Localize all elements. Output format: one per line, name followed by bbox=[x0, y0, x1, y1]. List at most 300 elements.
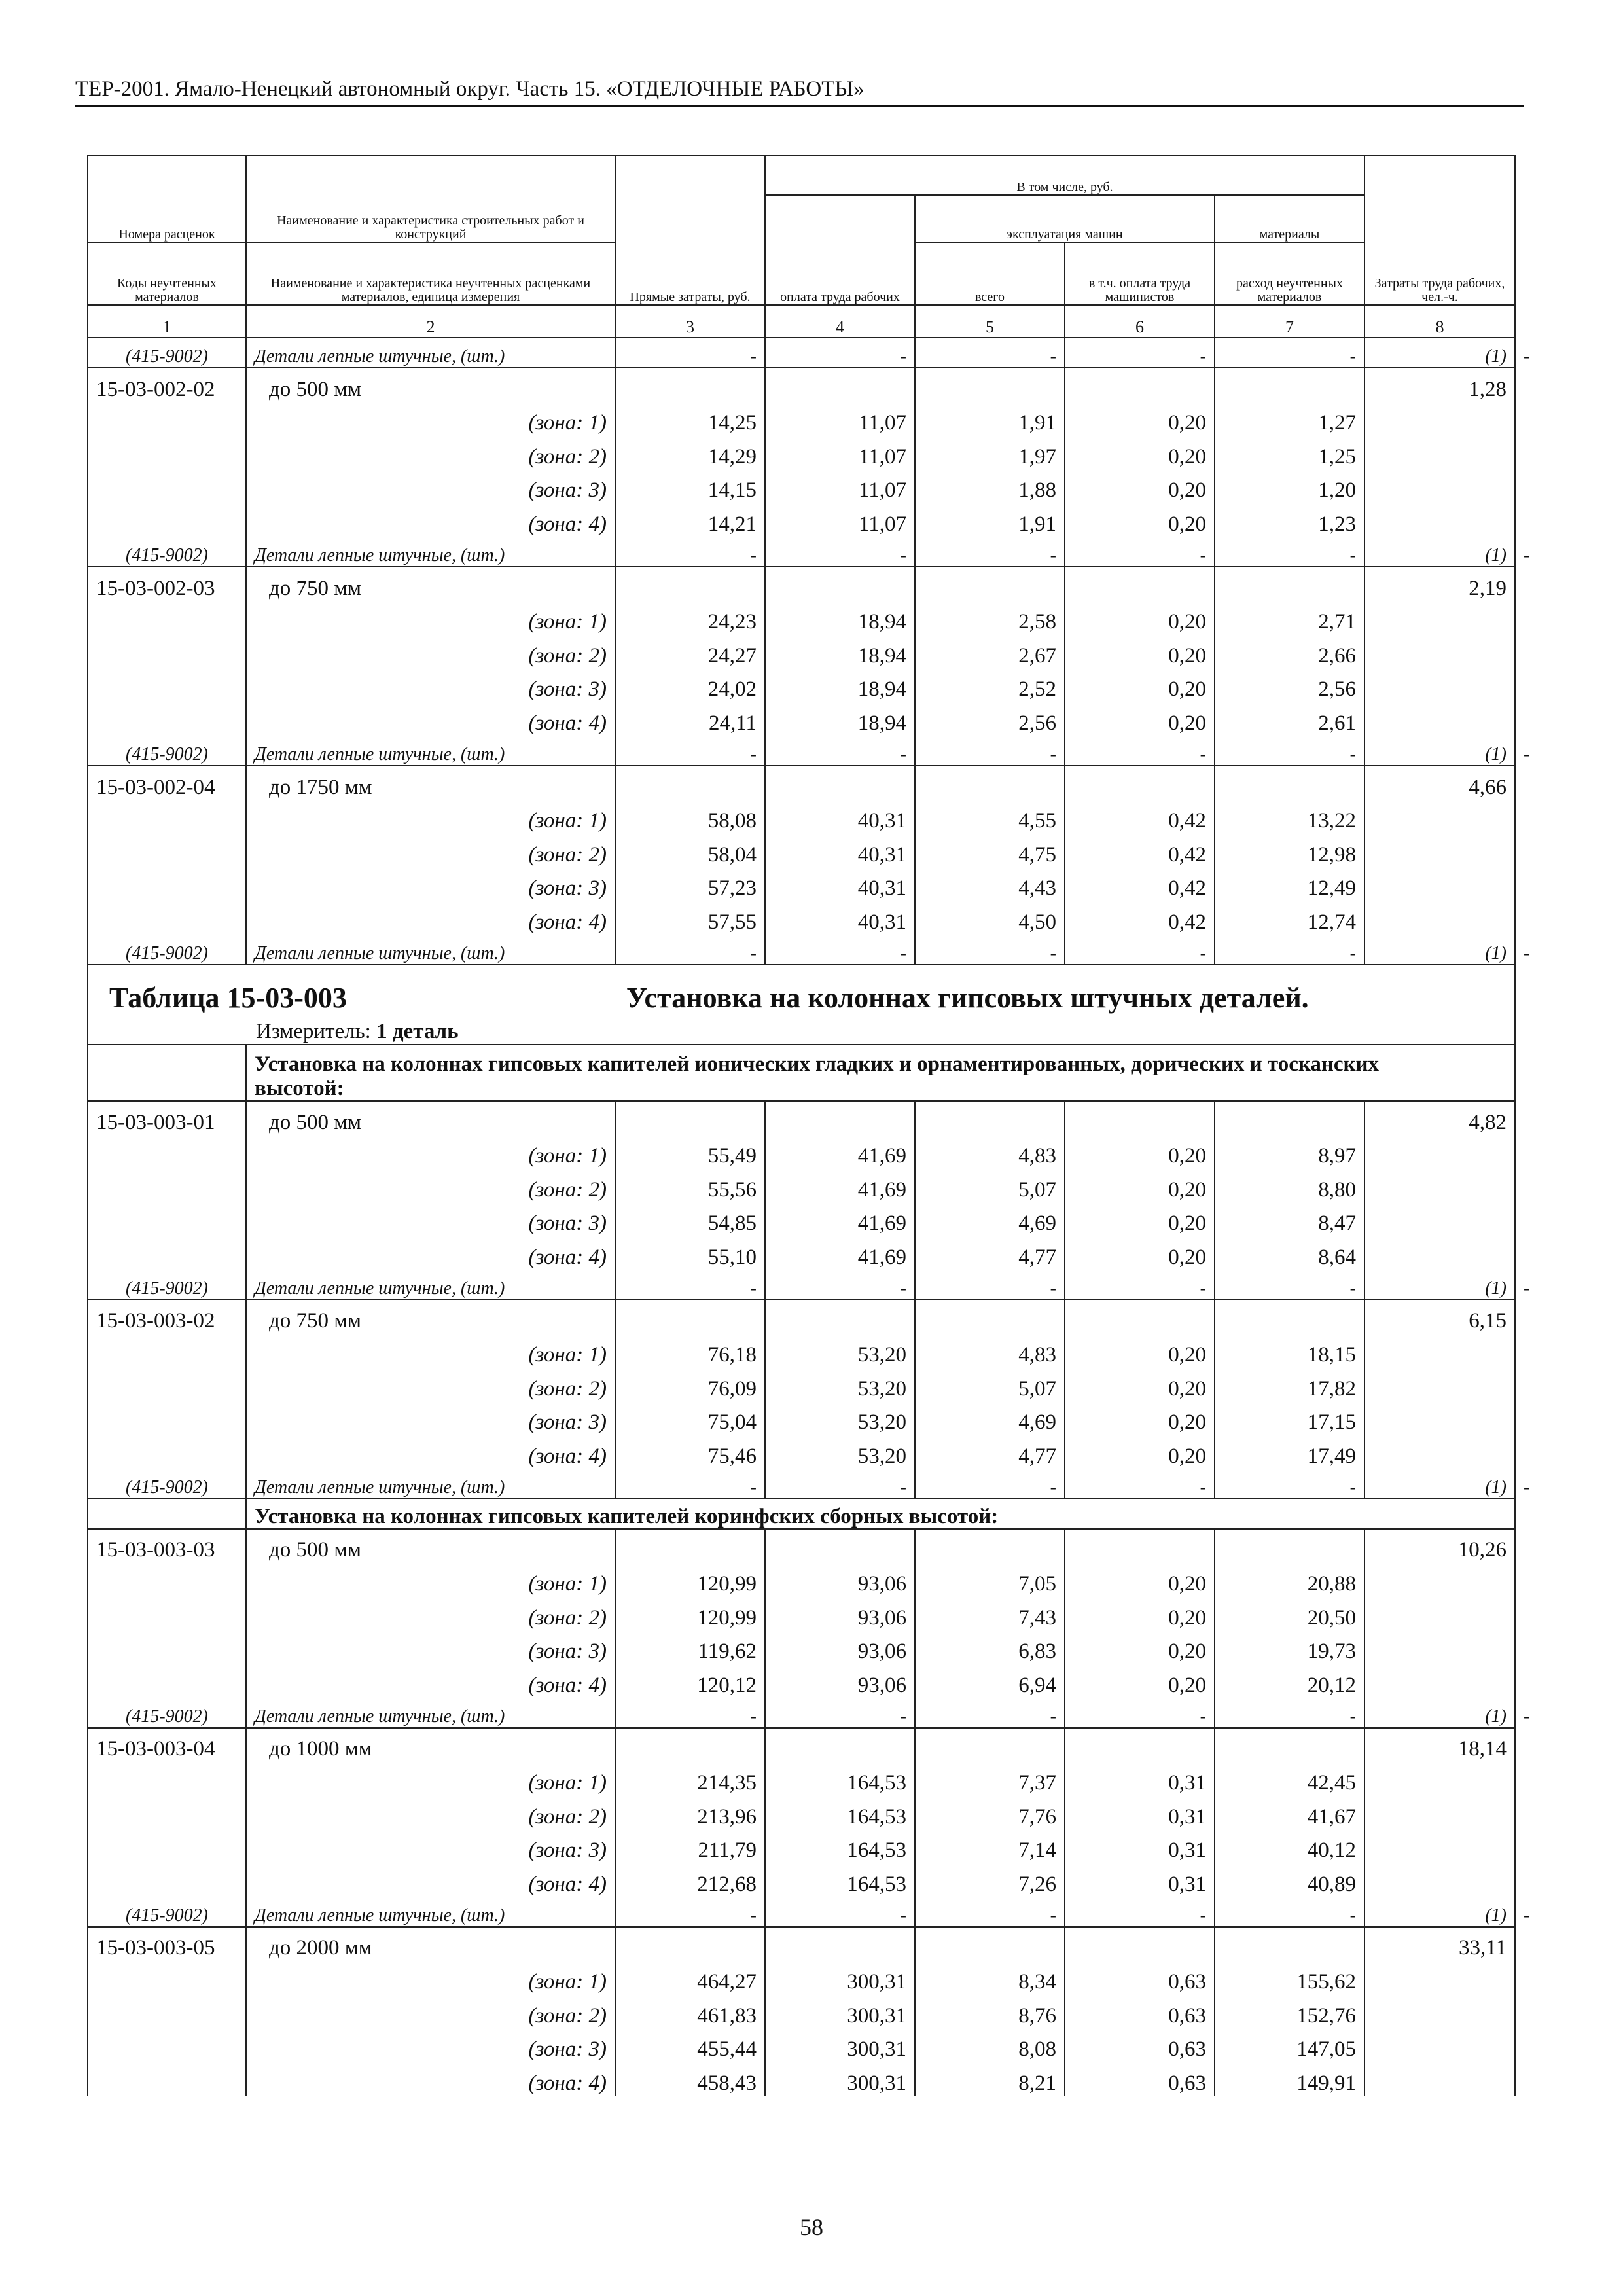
empty-cell bbox=[1364, 634, 1515, 668]
empty-cell bbox=[1364, 503, 1515, 537]
zone-row bbox=[88, 1236, 1515, 1270]
col-number: 5 bbox=[915, 305, 1065, 338]
machinists-pay: 0,20 bbox=[1065, 402, 1215, 436]
zone-label: (зона: 4) bbox=[246, 702, 615, 736]
machines-header: эксплуатация машин bbox=[915, 195, 1215, 242]
material-qty: (1) bbox=[1364, 1897, 1515, 1927]
direct-cost: 14,15 bbox=[615, 469, 765, 503]
empty-cell bbox=[1364, 1960, 1515, 1994]
direct-cost: 24,23 bbox=[615, 601, 765, 635]
materials-cost: 2,61 bbox=[1215, 702, 1364, 736]
zone-label: (зона: 2) bbox=[246, 634, 615, 668]
empty-cell bbox=[1364, 1795, 1515, 1829]
empty-cell bbox=[765, 1529, 915, 1563]
machines-total: 1,91 bbox=[915, 503, 1065, 537]
worker-pay: 18,94 bbox=[765, 601, 915, 635]
material-name: Детали лепные штучные, (шт.) bbox=[246, 338, 615, 368]
empty-cell bbox=[88, 901, 246, 935]
machinists-pay: 0,20 bbox=[1065, 1562, 1215, 1596]
empty-cell bbox=[1364, 601, 1515, 635]
zone-row bbox=[88, 1630, 1515, 1664]
table-title-cell bbox=[88, 965, 1515, 1014]
empty-cell bbox=[88, 1499, 246, 1529]
materials-cost: 40,12 bbox=[1215, 1829, 1364, 1863]
zone-label: (зона: 3) bbox=[246, 2028, 615, 2062]
zone-label: (зона: 4) bbox=[246, 1236, 615, 1270]
zone-label: (зона: 3) bbox=[246, 1401, 615, 1435]
material-dash: - bbox=[1215, 537, 1364, 567]
zone-row bbox=[88, 503, 1515, 537]
empty-cell bbox=[1215, 1529, 1364, 1563]
machinists-pay: 0,20 bbox=[1065, 1401, 1215, 1435]
col-number: 1 bbox=[88, 305, 246, 338]
machines-total: 7,76 bbox=[915, 1795, 1065, 1829]
empty-cell bbox=[88, 1045, 246, 1101]
worker-pay: 41,69 bbox=[765, 1236, 915, 1270]
empty-cell bbox=[1364, 1135, 1515, 1169]
machines-total: 7,05 bbox=[915, 1562, 1065, 1596]
material-dash: - bbox=[915, 1698, 1065, 1728]
zone-row bbox=[88, 1960, 1515, 1994]
rate-code: 15-03-003-03 bbox=[88, 1529, 246, 1563]
machinists-pay: 0,31 bbox=[1065, 1829, 1215, 1863]
empty-cell bbox=[88, 702, 246, 736]
empty-cell bbox=[88, 1168, 246, 1202]
empty-cell bbox=[1364, 702, 1515, 736]
empty-cell bbox=[1065, 368, 1215, 402]
empty-cell bbox=[1065, 1300, 1215, 1334]
material-qty: (1) bbox=[1364, 935, 1515, 965]
col3-header: Прямые затраты, руб. bbox=[615, 156, 765, 305]
material-row: (415-9002) Детали лепные штучные, (шт.) - - - - - (1) - bbox=[88, 935, 1515, 965]
labor-cost: 2,19 bbox=[1364, 567, 1515, 601]
col-number: 6 bbox=[1065, 305, 1215, 338]
materials-cost: 18,15 bbox=[1215, 1333, 1364, 1367]
worker-pay: 40,31 bbox=[765, 800, 915, 834]
machines-total: 4,69 bbox=[915, 1401, 1065, 1435]
labor-cost: 10,26 bbox=[1364, 1529, 1515, 1563]
zone-label: (зона: 3) bbox=[246, 668, 615, 702]
material-dash: - bbox=[1065, 1469, 1215, 1499]
measure-label: Измеритель: bbox=[256, 1019, 371, 1043]
empty-cell bbox=[765, 567, 915, 601]
worker-pay: 164,53 bbox=[765, 1829, 915, 1863]
materials-cost: 20,50 bbox=[1215, 1596, 1364, 1630]
empty-cell bbox=[765, 1101, 915, 1135]
materials-cost: 147,05 bbox=[1215, 2028, 1364, 2062]
zone-row bbox=[88, 668, 1515, 702]
zone-row bbox=[88, 2062, 1515, 2096]
material-qty: (1) bbox=[1364, 338, 1515, 368]
empty-cell bbox=[1364, 435, 1515, 469]
worker-pay: 93,06 bbox=[765, 1562, 915, 1596]
direct-cost: 55,56 bbox=[615, 1168, 765, 1202]
zone-label: (зона: 1) bbox=[246, 1960, 615, 1994]
col1-top-header: Номера расценок bbox=[88, 156, 246, 242]
empty-cell bbox=[1364, 2062, 1515, 2096]
machinists-pay: 0,20 bbox=[1065, 503, 1215, 537]
material-dash: - bbox=[615, 1270, 765, 1300]
zone-label: (зона: 4) bbox=[246, 2062, 615, 2096]
material-dash: - bbox=[1215, 1270, 1364, 1300]
empty-cell bbox=[1215, 1101, 1364, 1135]
empty-cell bbox=[88, 1761, 246, 1795]
worker-pay: 18,94 bbox=[765, 634, 915, 668]
section-row bbox=[88, 1045, 1515, 1101]
material-dash: - bbox=[1065, 736, 1215, 766]
material-qty: (1) bbox=[1364, 1270, 1515, 1300]
materials-cost: 40,89 bbox=[1215, 1863, 1364, 1897]
empty-cell bbox=[88, 1960, 246, 1994]
direct-cost: 120,99 bbox=[615, 1562, 765, 1596]
machines-total: 7,26 bbox=[915, 1863, 1065, 1897]
materials-cost: 152,76 bbox=[1215, 1994, 1364, 2028]
empty-cell bbox=[1364, 1994, 1515, 2028]
empty-cell bbox=[88, 1863, 246, 1897]
zone-label: (зона: 1) bbox=[246, 1761, 615, 1795]
material-dash: - bbox=[615, 1897, 765, 1927]
rate-code: 15-03-003-04 bbox=[88, 1728, 246, 1762]
material-dash: - bbox=[615, 537, 765, 567]
empty-cell bbox=[1364, 901, 1515, 935]
machinists-pay: 0,20 bbox=[1065, 634, 1215, 668]
machines-total: 4,77 bbox=[915, 1435, 1065, 1469]
machines-total: 4,75 bbox=[915, 833, 1065, 867]
rate-name: до 750 мм bbox=[246, 567, 615, 601]
direct-cost: 464,27 bbox=[615, 1960, 765, 1994]
empty-cell bbox=[615, 1300, 765, 1334]
material-code: (415-9002) bbox=[88, 736, 246, 766]
worker-pay: 93,06 bbox=[765, 1630, 915, 1664]
material-qty: (1) bbox=[1364, 537, 1515, 567]
zone-row bbox=[88, 1135, 1515, 1169]
machinists-pay: 0,31 bbox=[1065, 1761, 1215, 1795]
direct-cost: 119,62 bbox=[615, 1630, 765, 1664]
empty-cell bbox=[765, 766, 915, 800]
materials-cost: 20,88 bbox=[1215, 1562, 1364, 1596]
worker-pay: 164,53 bbox=[765, 1761, 915, 1795]
rate-row bbox=[88, 1101, 1515, 1135]
zone-row bbox=[88, 800, 1515, 834]
zone-label: (зона: 1) bbox=[246, 402, 615, 436]
col-number: 8 bbox=[1364, 305, 1515, 338]
empty-cell bbox=[615, 766, 765, 800]
zone-label: (зона: 3) bbox=[246, 1202, 615, 1236]
empty-cell bbox=[88, 634, 246, 668]
material-dash: - bbox=[1215, 1897, 1364, 1927]
empty-cell bbox=[1364, 668, 1515, 702]
zone-row bbox=[88, 1829, 1515, 1863]
empty-cell bbox=[615, 1529, 765, 1563]
worker-pay: 11,07 bbox=[765, 402, 915, 436]
direct-cost: 211,79 bbox=[615, 1829, 765, 1863]
machinists-pay: 0,63 bbox=[1065, 1994, 1215, 2028]
machinists-pay: 0,20 bbox=[1065, 1630, 1215, 1664]
empty-cell bbox=[915, 1529, 1065, 1563]
direct-cost: 14,21 bbox=[615, 503, 765, 537]
table-number: Таблица 15-03-003 bbox=[109, 981, 347, 1014]
zone-row bbox=[88, 1664, 1515, 1698]
machines-total: 8,21 bbox=[915, 2062, 1065, 2096]
labor-cost: 4,82 bbox=[1364, 1101, 1515, 1135]
empty-cell bbox=[615, 1927, 765, 1961]
machinists-pay: 0,20 bbox=[1065, 1435, 1215, 1469]
empty-cell bbox=[88, 1994, 246, 2028]
zone-row bbox=[88, 469, 1515, 503]
material-dash: - bbox=[1215, 1698, 1364, 1728]
empty-cell bbox=[1065, 1529, 1215, 1563]
zone-label: (зона: 2) bbox=[246, 1596, 615, 1630]
materials-cost: 8,64 bbox=[1215, 1236, 1364, 1270]
material-dash: - bbox=[1215, 736, 1364, 766]
machines-total: 4,69 bbox=[915, 1202, 1065, 1236]
material-dash: - bbox=[1215, 935, 1364, 965]
material-dash: - bbox=[1215, 338, 1364, 368]
machinists-pay: 0,31 bbox=[1065, 1863, 1215, 1897]
zone-label: (зона: 1) bbox=[246, 1562, 615, 1596]
worker-pay: 11,07 bbox=[765, 469, 915, 503]
empty-cell bbox=[88, 1236, 246, 1270]
direct-cost: 120,12 bbox=[615, 1664, 765, 1698]
materials-cost: 12,74 bbox=[1215, 901, 1364, 935]
material-dash: - bbox=[615, 736, 765, 766]
worker-pay: 41,69 bbox=[765, 1202, 915, 1236]
col2-top-header: Наименование и характеристика строительных работ и конструкций bbox=[246, 156, 615, 242]
machines-total: 4,43 bbox=[915, 867, 1065, 901]
material-dash: - bbox=[765, 736, 915, 766]
direct-cost: 24,27 bbox=[615, 634, 765, 668]
worker-pay: 300,31 bbox=[765, 2028, 915, 2062]
empty-cell bbox=[1364, 1333, 1515, 1367]
empty-cell bbox=[1065, 1927, 1215, 1961]
rate-name: до 500 мм bbox=[246, 368, 615, 402]
materials-cost: 8,80 bbox=[1215, 1168, 1364, 1202]
zone-label: (зона: 2) bbox=[246, 833, 615, 867]
material-code: (415-9002) bbox=[88, 935, 246, 965]
machinists-pay: 0,20 bbox=[1065, 1135, 1215, 1169]
machinists-pay: 0,20 bbox=[1065, 702, 1215, 736]
material-name: Детали лепные штучные, (шт.) bbox=[246, 1897, 615, 1927]
worker-pay: 164,53 bbox=[765, 1863, 915, 1897]
machinists-pay: 0,20 bbox=[1065, 1664, 1215, 1698]
materials-cost: 2,66 bbox=[1215, 634, 1364, 668]
empty-cell bbox=[1364, 1829, 1515, 1863]
zone-label: (зона: 3) bbox=[246, 1829, 615, 1863]
worker-pay: 93,06 bbox=[765, 1664, 915, 1698]
direct-cost: 76,09 bbox=[615, 1367, 765, 1401]
zone-row bbox=[88, 402, 1515, 436]
material-qty: (1) bbox=[1364, 736, 1515, 766]
direct-cost: 54,85 bbox=[615, 1202, 765, 1236]
empty-cell bbox=[88, 1829, 246, 1863]
worker-pay: 53,20 bbox=[765, 1367, 915, 1401]
machinists-pay: 0,42 bbox=[1065, 867, 1215, 901]
rate-row bbox=[88, 1927, 1515, 1961]
measure-cell bbox=[88, 1014, 1515, 1045]
empty-cell bbox=[1364, 1401, 1515, 1435]
zone-label: (зона: 2) bbox=[246, 1994, 615, 2028]
empty-cell bbox=[1364, 1236, 1515, 1270]
material-name: Детали лепные штучные, (шт.) bbox=[246, 935, 615, 965]
empty-cell bbox=[1215, 1728, 1364, 1762]
material-dash: - bbox=[1065, 1270, 1215, 1300]
empty-cell bbox=[1215, 1927, 1364, 1961]
zone-row bbox=[88, 1435, 1515, 1469]
materials-cost: 17,49 bbox=[1215, 1435, 1364, 1469]
zone-row bbox=[88, 1863, 1515, 1897]
empty-cell bbox=[88, 1664, 246, 1698]
material-dash: - bbox=[765, 537, 915, 567]
material-dash: - bbox=[1065, 935, 1215, 965]
direct-cost: 14,25 bbox=[615, 402, 765, 436]
empty-cell bbox=[915, 1300, 1065, 1334]
machinists-pay: 0,20 bbox=[1065, 1236, 1215, 1270]
materials-cost: 12,49 bbox=[1215, 867, 1364, 901]
empty-cell bbox=[915, 1927, 1065, 1961]
page-header: ТЕР-2001. Ямало-Ненецкий автономный округ. Часть 15. «ОТДЕЛОЧНЫЕ РАБОТЫ» bbox=[75, 77, 865, 101]
table-title: Установка на колоннах гипсовых штучных деталей. bbox=[626, 981, 1309, 1014]
empty-cell bbox=[88, 402, 246, 436]
rate-row bbox=[88, 368, 1515, 402]
zone-label: (зона: 3) bbox=[246, 1630, 615, 1664]
materials-cost: 8,97 bbox=[1215, 1135, 1364, 1169]
direct-cost: 55,49 bbox=[615, 1135, 765, 1169]
machines-total: 8,34 bbox=[915, 1960, 1065, 1994]
machinists-pay: 0,42 bbox=[1065, 901, 1215, 935]
empty-cell bbox=[915, 368, 1065, 402]
col-number: 4 bbox=[765, 305, 915, 338]
empty-cell bbox=[88, 867, 246, 901]
worker-pay: 40,31 bbox=[765, 833, 915, 867]
empty-cell bbox=[1364, 2028, 1515, 2062]
empty-cell bbox=[88, 1401, 246, 1435]
worker-pay: 53,20 bbox=[765, 1435, 915, 1469]
material-row: (415-9002) Детали лепные штучные, (шт.) - - - - - (1) - bbox=[88, 1270, 1515, 1300]
direct-cost: 458,43 bbox=[615, 2062, 765, 2096]
zone-row bbox=[88, 1562, 1515, 1596]
labor-cost: 4,66 bbox=[1364, 766, 1515, 800]
material-name: Детали лепные штучные, (шт.) bbox=[246, 1698, 615, 1728]
direct-cost: 57,23 bbox=[615, 867, 765, 901]
zone-label: (зона: 2) bbox=[246, 1168, 615, 1202]
materials-cost: 1,27 bbox=[1215, 402, 1364, 436]
material-code: (415-9002) bbox=[88, 1897, 246, 1927]
zone-label: (зона: 4) bbox=[246, 503, 615, 537]
zone-row bbox=[88, 601, 1515, 635]
materials-cost: 17,82 bbox=[1215, 1367, 1364, 1401]
col5-header: всего bbox=[915, 242, 1065, 305]
col8-header: Затраты труда рабочих, чел.-ч. bbox=[1364, 156, 1515, 305]
worker-pay: 40,31 bbox=[765, 901, 915, 935]
material-name: Детали лепные штучные, (шт.) bbox=[246, 1469, 615, 1499]
zone-row bbox=[88, 1202, 1515, 1236]
machinists-pay: 0,20 bbox=[1065, 601, 1215, 635]
machines-total: 1,88 bbox=[915, 469, 1065, 503]
rate-row bbox=[88, 567, 1515, 601]
rate-name: до 500 мм bbox=[246, 1101, 615, 1135]
machines-total: 4,55 bbox=[915, 800, 1065, 834]
material-name: Детали лепные штучные, (шт.) bbox=[246, 736, 615, 766]
machines-total: 1,91 bbox=[915, 402, 1065, 436]
empty-cell bbox=[615, 368, 765, 402]
empty-cell bbox=[88, 2062, 246, 2096]
zone-label: (зона: 1) bbox=[246, 1333, 615, 1367]
material-qty: (1) bbox=[1364, 1698, 1515, 1728]
empty-cell bbox=[88, 1367, 246, 1401]
zone-row bbox=[88, 867, 1515, 901]
materials-cost: 17,15 bbox=[1215, 1401, 1364, 1435]
materials-cost: 12,98 bbox=[1215, 833, 1364, 867]
zone-row bbox=[88, 1994, 1515, 2028]
zone-label: (зона: 2) bbox=[246, 435, 615, 469]
empty-cell bbox=[88, 1630, 246, 1664]
rate-code: 15-03-003-02 bbox=[88, 1300, 246, 1334]
labor-cost: 33,11 bbox=[1364, 1927, 1515, 1961]
empty-cell bbox=[1364, 1630, 1515, 1664]
direct-cost: 461,83 bbox=[615, 1994, 765, 2028]
material-dash: - bbox=[915, 736, 1065, 766]
empty-cell bbox=[1364, 469, 1515, 503]
material-dash: - bbox=[615, 338, 765, 368]
machines-total: 7,37 bbox=[915, 1761, 1065, 1795]
direct-cost: 212,68 bbox=[615, 1863, 765, 1897]
zone-row bbox=[88, 1333, 1515, 1367]
direct-cost: 214,35 bbox=[615, 1761, 765, 1795]
empty-cell bbox=[1065, 1101, 1215, 1135]
material-name: Детали лепные штучные, (шт.) bbox=[246, 1270, 615, 1300]
material-dash: - bbox=[915, 1897, 1065, 1927]
empty-cell bbox=[88, 800, 246, 834]
empty-cell bbox=[915, 1728, 1065, 1762]
machines-total: 6,83 bbox=[915, 1630, 1065, 1664]
rate-row bbox=[88, 766, 1515, 800]
worker-pay: 18,94 bbox=[765, 668, 915, 702]
empty-cell bbox=[1215, 1300, 1364, 1334]
empty-cell bbox=[88, 833, 246, 867]
machinists-pay: 0,20 bbox=[1065, 1202, 1215, 1236]
machinists-pay: 0,20 bbox=[1065, 668, 1215, 702]
zone-label: (зона: 3) bbox=[246, 469, 615, 503]
empty-cell bbox=[1364, 1367, 1515, 1401]
empty-cell bbox=[88, 1435, 246, 1469]
material-dash: - bbox=[1065, 1897, 1215, 1927]
direct-cost: 455,44 bbox=[615, 2028, 765, 2062]
materials-header: материалы bbox=[1215, 195, 1364, 242]
machinists-pay: 0,20 bbox=[1065, 1168, 1215, 1202]
materials-cost: 41,67 bbox=[1215, 1795, 1364, 1829]
materials-cost: 20,12 bbox=[1215, 1664, 1364, 1698]
material-code: (415-9002) bbox=[88, 338, 246, 368]
empty-cell bbox=[915, 567, 1065, 601]
worker-pay: 18,94 bbox=[765, 702, 915, 736]
material-code: (415-9002) bbox=[88, 1698, 246, 1728]
machinists-pay: 0,42 bbox=[1065, 800, 1215, 834]
material-dash: - bbox=[915, 1270, 1065, 1300]
rate-name: до 750 мм bbox=[246, 1300, 615, 1334]
measure-value: 1 деталь bbox=[376, 1019, 459, 1043]
col1-bottom-header: Коды неучтенных материалов bbox=[88, 242, 246, 305]
empty-cell bbox=[1364, 1664, 1515, 1698]
zone-row bbox=[88, 1596, 1515, 1630]
material-dash: - bbox=[765, 1698, 915, 1728]
rate-name: до 500 мм bbox=[246, 1529, 615, 1563]
col7-header: расход неучтенных материалов bbox=[1215, 242, 1364, 305]
worker-pay: 300,31 bbox=[765, 1994, 915, 2028]
direct-cost: 75,04 bbox=[615, 1401, 765, 1435]
col4-header: оплата труда рабочих bbox=[765, 195, 915, 305]
material-dash: - bbox=[915, 935, 1065, 965]
measure-row bbox=[88, 1014, 1515, 1045]
